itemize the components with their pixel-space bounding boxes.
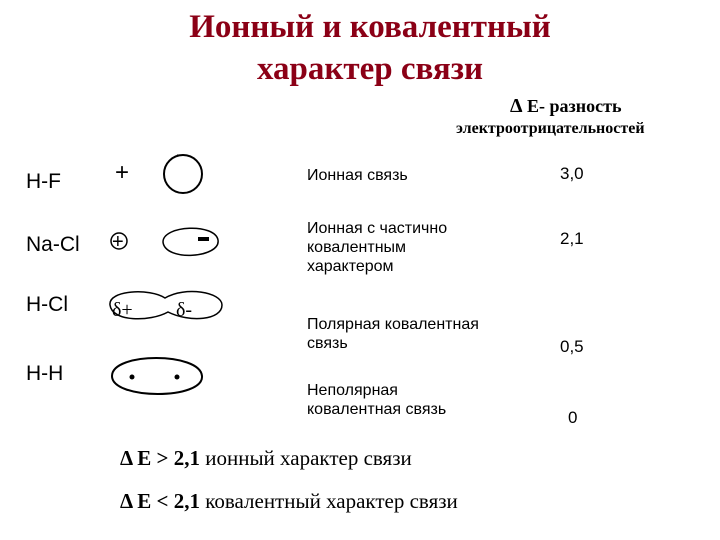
molecule-nacl: Na-Cl bbox=[26, 233, 80, 256]
nacl-minus-sign bbox=[198, 237, 209, 241]
hf-plus-sign: + bbox=[115, 159, 130, 186]
rule-covalent-text: ковалентный характер связи bbox=[205, 489, 458, 513]
hh-electron-2 bbox=[175, 375, 180, 380]
rule-covalent bbox=[120, 489, 458, 514]
hh-electron-1 bbox=[130, 375, 135, 380]
molecule-hh: H-H bbox=[26, 362, 64, 385]
nacl-chlorine-lobe bbox=[163, 228, 218, 255]
delta-e-hcl: 0,5 bbox=[560, 337, 584, 356]
nacl-plus-sign: + bbox=[112, 231, 124, 253]
delta-e-hf: 3,0 bbox=[560, 164, 584, 183]
diagram-hh bbox=[112, 358, 202, 394]
delta-e-label: E- разность bbox=[527, 96, 622, 116]
bond-type-hcl: Полярная ковалентная связь bbox=[307, 316, 479, 352]
rule-ionic-text: ионный характер связи bbox=[205, 446, 412, 470]
title-line-1: Ионный и ковалентный bbox=[189, 9, 551, 45]
bond-type-hf: Ионная связь bbox=[307, 167, 408, 184]
molecule-hf: H-F bbox=[26, 170, 61, 193]
hf-minus-sign: − bbox=[176, 145, 187, 165]
delta-symbol: Δ bbox=[510, 95, 523, 117]
diagram-nacl bbox=[111, 228, 218, 255]
molecule-hcl: H-Cl bbox=[26, 293, 68, 316]
hcl-delta-plus: δ+ bbox=[112, 299, 133, 321]
diagram-hcl bbox=[110, 292, 222, 321]
hcl-delta-minus: δ- bbox=[176, 299, 193, 321]
hh-bond-shape bbox=[112, 358, 202, 394]
delta-e-nacl: 2,1 bbox=[560, 229, 584, 248]
bond-type-hh: Неполярная ковалентная связь bbox=[307, 382, 447, 418]
rule-ionic-condition: Δ E > 2,1 bbox=[120, 446, 200, 470]
rule-covalent-condition: Δ E < 2,1 bbox=[120, 489, 200, 513]
title-line-2: характер связи bbox=[256, 51, 484, 87]
bond-type-nacl: Ионная с частично ковалентным характером bbox=[307, 220, 448, 275]
diagram-hf bbox=[115, 145, 202, 193]
delta-e-subheader: электроотрицательностей bbox=[456, 120, 645, 137]
rule-ionic bbox=[120, 446, 412, 471]
delta-e-hh: 0 bbox=[568, 408, 578, 427]
